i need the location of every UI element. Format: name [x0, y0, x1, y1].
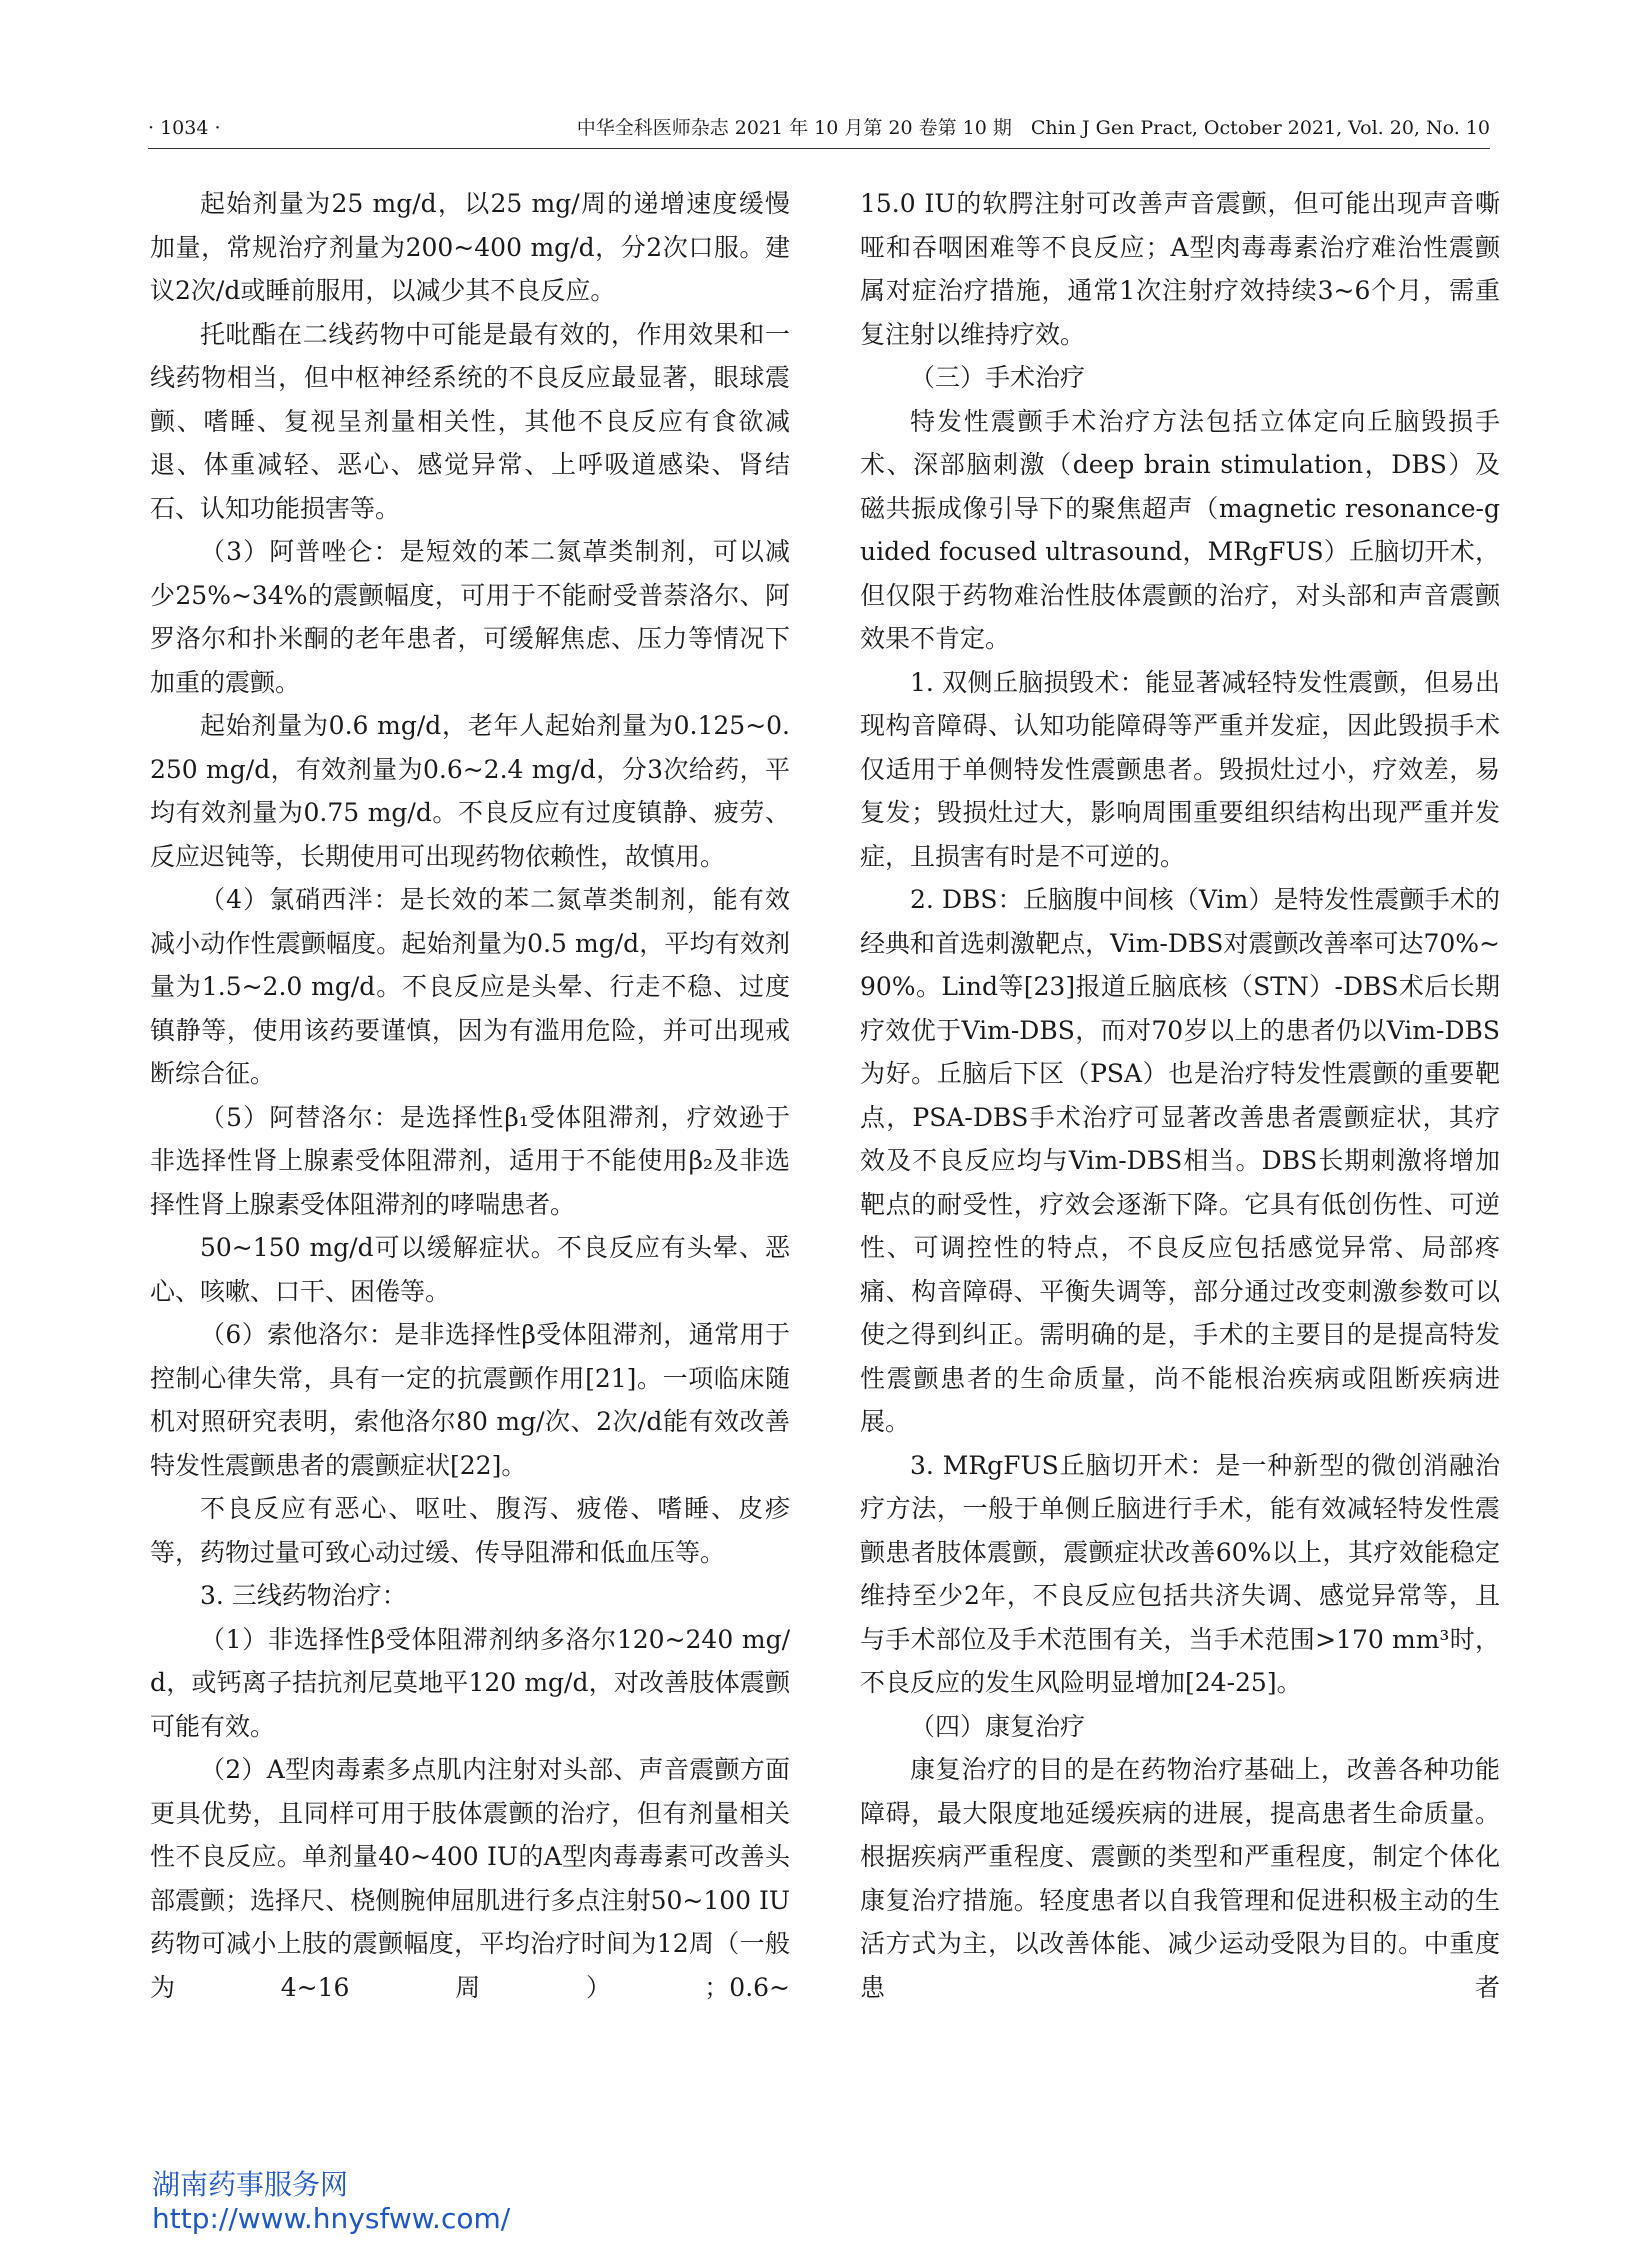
paragraph: 康复治疗的目的是在药物治疗基础上，改善各种功能障碍，最大限度地延缓疾病的进展，提高患者生命质量。根据疾病严重程度、震颤的类型和严重程度，制定个体化康复治疗措施。轻度患者以自我管理和促进积极主动的生活方式为主，以改善体能、减少运动受限为目的。中重度患者 — [860, 1755, 1500, 2002]
paragraph: 托吡酯在二线药物中可能是最有效的，作用效果和一线药物相当，但中枢神经系统的不良反应最显著，眼球震颤、嗜睡、复视呈剂量相关性，其他不良反应有食欲减退、体重减轻、恶心、感觉异常、上呼吸道感染、肾结石、认知功能损害等。 — [150, 319, 790, 523]
paragraph: 3. MRgFUS丘脑切开术：是一种新型的微创消融治疗方法，一般于单侧丘脑进行手术，能有效减轻特发性震颤患者肢体震颤，震颤症状改善60%以上，其疗效能稳定维持至少2年，不良反应包括共济失调、感觉异常等，且与手术部位及手术范围有关，当手术范围>170 mm³时，不良反应的发生风险明显增加[24-25]。 — [860, 1450, 1500, 1697]
paragraph: （6）索他洛尔：是非选择性β受体阻滞剂，通常用于控制心律失常，具有一定的抗震颤作用[21]。一项临床随机对照研究表明，索他洛尔80 mg/次、2次/d能有效改善特发性震颤患者的震颤症状[22]。 — [150, 1320, 790, 1480]
page-header — [148, 112, 1490, 149]
paragraph: 起始剂量为25 mg/d，以25 mg/周的递增速度缓慢加量，常规治疗剂量为200~400 mg/d，分2次口服。建议2次/d或睡前服用，以减少其不良反应。 — [150, 189, 790, 305]
paragraph: 起始剂量为0.6 mg/d，老年人起始剂量为0.125~0.250 mg/d，有效剂量为0.6~2.4 mg/d，分3次给药，平均有效剂量为0.75 mg/d。不良反应有过度镇静、疲劳、反应迟钝等，长期使用可出现药物依赖性，故慎用。 — [150, 711, 790, 871]
paragraph: （3）阿普唑仑：是短效的苯二氮䓬类制剂，可以减少25%~34%的震颤幅度，可用于不能耐受普萘洛尔、阿罗洛尔和扑米酮的老年患者，可缓解焦虑、压力等情况下加重的震颤。 — [150, 537, 790, 697]
paragraph: （5）阿替洛尔：是选择性β₁受体阻滞剂，疗效逊于非选择性肾上腺素受体阻滞剂，适用于不能使用β₂及非选择性肾上腺素受体阻滞剂的哮喘患者。 — [150, 1102, 790, 1219]
paragraph: 15.0 IU的软腭注射可改善声音震颤，但可能出现声音嘶哑和吞咽困难等不良反应；A型肉毒毒素治疗难治性震颤属对症治疗措施，通常1次注射疗效持续3~6个月，需重复注射以维持疗效。 — [860, 189, 1500, 349]
paragraph: （1）非选择性β受体阻滞剂纳多洛尔120~240 mg/d，或钙离子拮抗剂尼莫地平120 mg/d，对改善肢体震颤可能有效。 — [150, 1624, 790, 1741]
paragraph: 50~150 mg/d可以缓解症状。不良反应有头晕、恶心、咳嗽、口干、困倦等。 — [150, 1233, 790, 1306]
paragraph: 2. DBS：丘脑腹中间核（Vim）是特发性震颤手术的经典和首选刺激靶点，Vim-DBS对震颤改善率可达70%~90%。Lind等[23]报道丘脑底核（STN）-DBS术后长期疗效优于Vim-DBS，而对70岁以上的患者仍以Vim-DBS为好。丘脑后下区（PSA）也是治疗特发性震颤的重要靶点，PSA-DBS手术治疗可显著改善患者震颤症状，其疗效及不良反应均与Vim-DBS相当。DBS长期刺激将增加靶点的耐受性，疗效会逐渐下降。它具有低创伤性、可逆性、可调控性的特点，不良反应包括感觉异常、局部疼痛、构音障碍、平衡失调等，部分通过改变刺激参数可以使之得到纠正。需明确的是，手术的主要目的是提高特发性震颤患者的生命质量，尚不能根治疾病或阻断疾病进展。 — [860, 885, 1500, 1436]
paragraph: 不良反应有恶心、呕吐、腹泻、疲倦、嗜睡、皮疹等，药物过量可致心动过缓、传导阻滞和低血压等。 — [150, 1494, 790, 1567]
section-heading: （三）手术治疗 — [910, 363, 1086, 392]
watermark-site-name: 湖南药事服务网 — [152, 2168, 349, 2201]
paragraph: 特发性震颤手术治疗方法包括立体定向丘脑毁损手术、深部脑刺激（deep brain stimulation，DBS）及磁共振成像引导下的聚焦超声（magnetic resonance-guided focused ultrasound，MRgFUS）丘脑切开术，但仅限于药物难治性肢体震颤的治疗，对头部和声音震颤效果不肯定。 — [860, 406, 1500, 653]
watermark — [152, 2168, 510, 2236]
paragraph: （2）A型肉毒素多点肌内注射对头部、声音震颤方面更具优势，且同样可用于肢体震颤的治疗，但有剂量相关性不良反应。单剂量40~400 IU的A型肉毒毒素可改善头部震颤；选择尺、桡侧腕伸屈肌进行多点注射50~100 IU药物可减小上肢的震颤幅度，平均治疗时间为12周（一般为4~16周）；0.6~ — [150, 1755, 790, 2002]
paragraph: （4）氯硝西泮：是长效的苯二氮䓬类制剂，能有效减小动作性震颤幅度。起始剂量为0.5 mg/d，平均有效剂量为1.5~2.0 mg/d。不良反应是头晕、行走不稳、过度镇静等，使用该药要谨慎，因为有滥用危险，并可出现戒断综合征。 — [150, 885, 790, 1088]
right-column — [860, 182, 1500, 2009]
left-column — [150, 182, 790, 2009]
section-heading: （四）康复治疗 — [910, 1711, 1086, 1741]
journal-citation: 中华全科医师杂志 2021 年 10 月第 20 卷第 10 期 Chin J Gen Pract, October 2021, Vol. 20, No. 10 — [576, 117, 1490, 139]
watermark-url: http://www.hnysfww.com/ — [152, 2202, 511, 2235]
paragraph: 1. 双侧丘脑损毁术：能显著减轻特发性震颤，但易出现构音障碍、认知功能障碍等严重并发症，因此毁损手术仅适用于单侧特发性震颤患者。毁损灶过小，疗效差，易复发；毁损灶过大，影响周围重要组织结构出现严重并发症，且损害有时是不可逆的。 — [860, 667, 1500, 871]
section-heading: 3. 三线药物治疗： — [200, 1581, 407, 1610]
page-number: · 1034 · — [148, 117, 221, 139]
